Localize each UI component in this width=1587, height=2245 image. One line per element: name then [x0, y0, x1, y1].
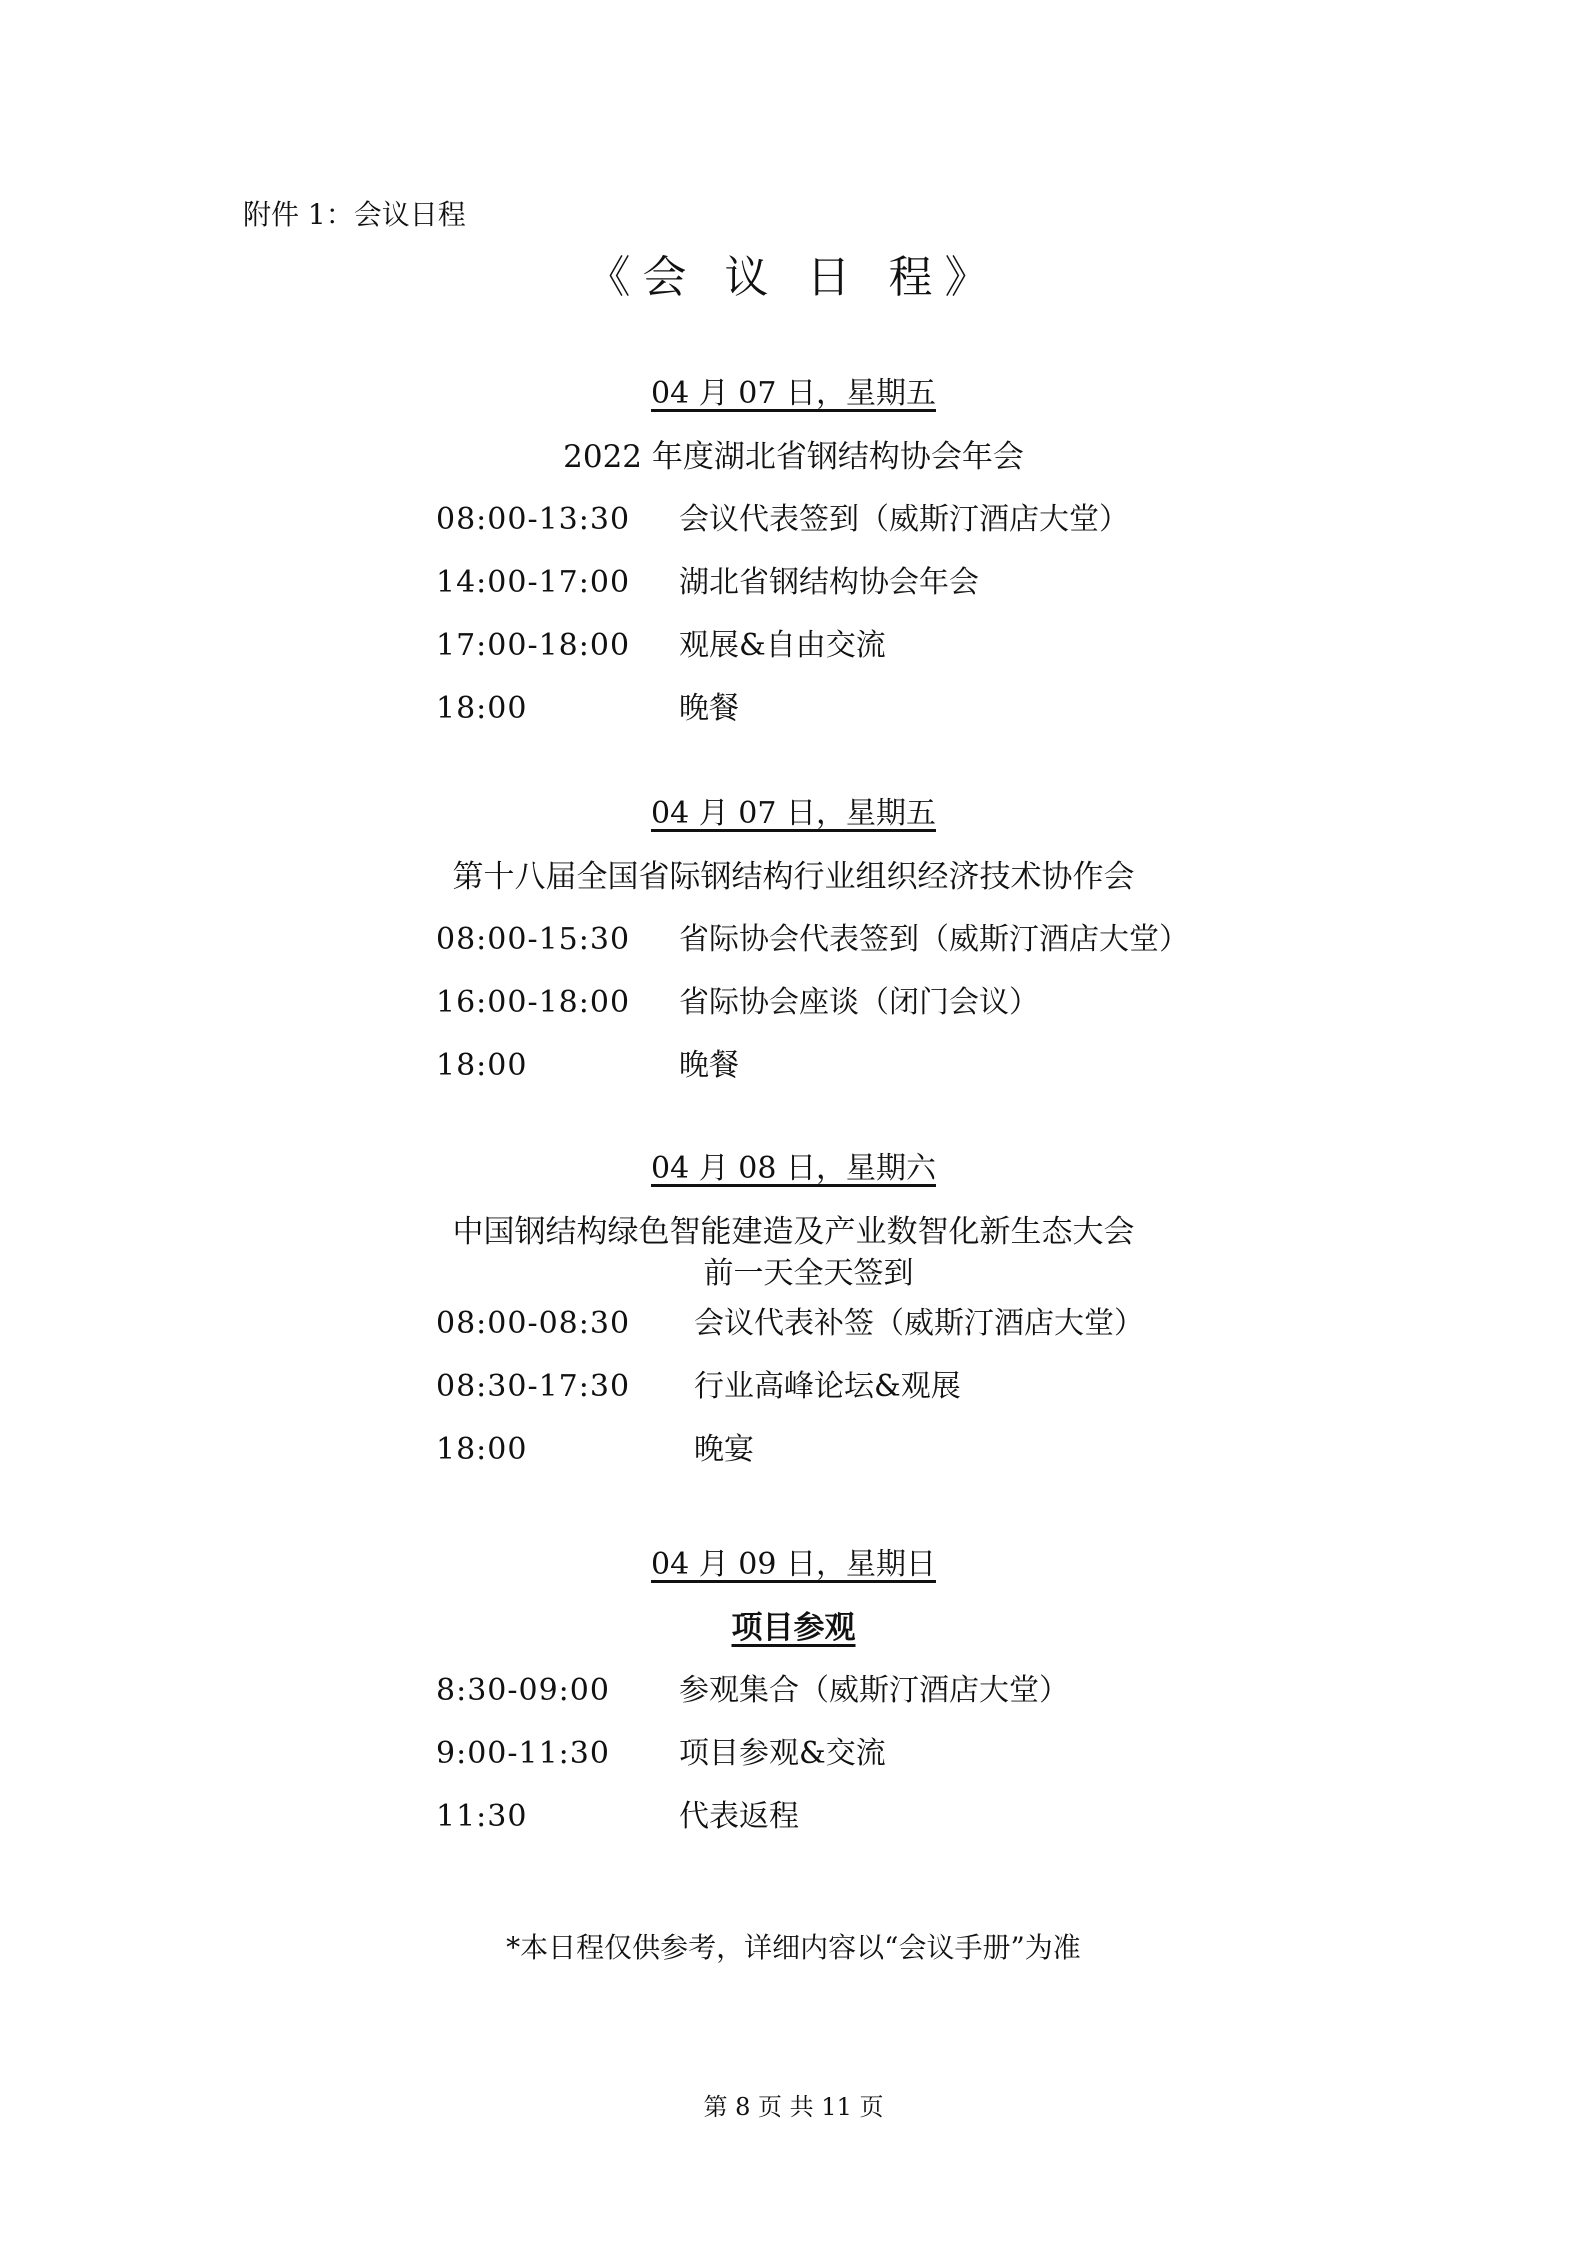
- schedule-event: 参观集合（威斯汀酒店大堂）: [679, 1673, 1069, 1708]
- schedule-event: 会议代表补签（威斯汀酒店大堂）: [694, 1306, 1144, 1341]
- schedule-row: [0, 561, 1587, 624]
- schedule-section-4: [0, 1543, 1587, 1858]
- schedule-row: [0, 624, 1587, 687]
- schedule-event: 湖北省钢结构协会年会: [679, 565, 979, 600]
- section-date: 04 月 07 日，星期五: [651, 796, 936, 831]
- schedule-time: 17:00-18:00: [436, 628, 631, 663]
- schedule-time: 18:00: [436, 1048, 528, 1083]
- schedule-time: 18:00: [436, 691, 528, 726]
- schedule-event: 晚宴: [694, 1432, 754, 1467]
- schedule-row: [0, 1795, 1587, 1858]
- schedule-row: [0, 981, 1587, 1044]
- schedule-time: 11:30: [436, 1799, 528, 1834]
- attachment-label: 附件 1：会议日程: [243, 198, 466, 231]
- schedule-time: 08:30-17:30: [436, 1369, 631, 1404]
- schedule-event: 观展&自由交流: [679, 628, 886, 663]
- section-title: 第十八届全国省际钢结构行业组织经济技术协作会: [452, 859, 1135, 895]
- schedule-time: 8:30-09:00: [436, 1673, 610, 1708]
- section-note: 前一天全天签到: [703, 1256, 914, 1291]
- section-title: 项目参观: [731, 1610, 856, 1646]
- schedule-row: [0, 498, 1587, 561]
- schedule-footnote: *本日程仅供参考，详细内容以“会议手册”为准: [506, 1931, 1081, 1964]
- page-number: 第 8 页 共 11 页: [703, 2093, 884, 2121]
- schedule-event: 省际协会代表签到（威斯汀酒店大堂）: [679, 922, 1189, 957]
- section-title: 2022 年度湖北省钢结构协会年会: [563, 439, 1024, 475]
- schedule-time: 18:00: [436, 1432, 528, 1467]
- schedule-row: [0, 1365, 1587, 1428]
- schedule-event: 会议代表签到（威斯汀酒店大堂）: [679, 502, 1129, 537]
- section-date: 04 月 07 日，星期五: [651, 376, 936, 411]
- schedule-row: [0, 1302, 1587, 1365]
- schedule-time: 08:00-15:30: [436, 922, 631, 957]
- schedule-event: 晚餐: [679, 1048, 739, 1083]
- schedule-section-3: [0, 1147, 1587, 1491]
- schedule-event: 晚餐: [679, 691, 739, 726]
- schedule-event: 项目参观&交流: [679, 1736, 886, 1771]
- schedule-event: 代表返程: [679, 1799, 799, 1834]
- page-title: 《会 议 日 程》: [586, 252, 1001, 303]
- schedule-time: 14:00-17:00: [436, 565, 631, 600]
- schedule-time: 08:00-08:30: [436, 1306, 631, 1341]
- schedule-row: [0, 1732, 1587, 1795]
- schedule-section-1: [0, 372, 1587, 750]
- schedule-time: 9:00-11:30: [436, 1736, 610, 1771]
- section-date: 04 月 08 日，星期六: [651, 1151, 936, 1186]
- schedule-row: [0, 1044, 1587, 1107]
- schedule-time: 08:00-13:30: [436, 502, 631, 537]
- schedule-row: [0, 1669, 1587, 1732]
- section-title: 中国钢结构绿色智能建造及产业数智化新生态大会: [452, 1214, 1135, 1250]
- schedule-row: [0, 918, 1587, 981]
- schedule-row: [0, 687, 1587, 750]
- schedule-section-2: [0, 792, 1587, 1107]
- schedule-event: 行业高峰论坛&观展: [694, 1369, 961, 1404]
- schedule-row: [0, 1428, 1587, 1491]
- schedule-event: 省际协会座谈（闭门会议）: [679, 985, 1039, 1020]
- schedule-time: 16:00-18:00: [436, 985, 631, 1020]
- section-date: 04 月 09 日，星期日: [651, 1547, 936, 1582]
